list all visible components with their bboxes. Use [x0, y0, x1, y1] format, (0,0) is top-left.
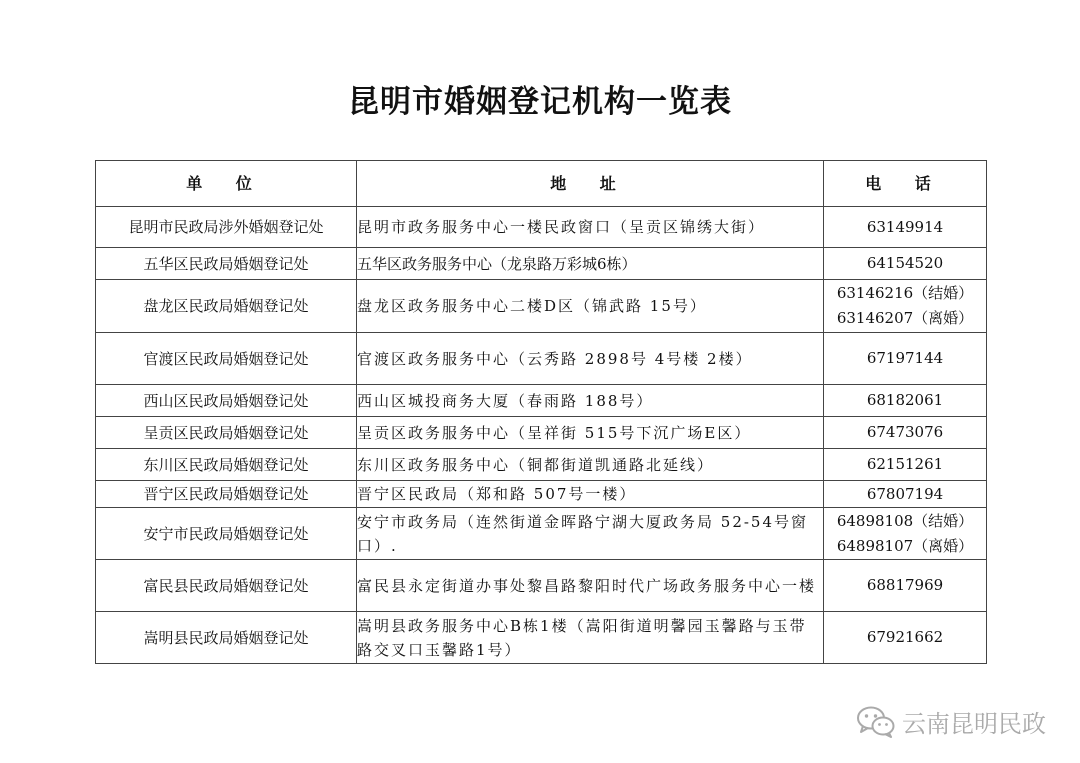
page-title: 昆明市婚姻登记机构一览表	[348, 84, 732, 120]
phone-number: 62151261	[866, 455, 944, 473]
phone-number-divorce: 63146207（离婚）	[836, 309, 974, 327]
header-unit: 单 位	[96, 161, 357, 207]
phone-number-divorce: 64898107（离婚）	[836, 536, 974, 555]
phone-cell	[824, 385, 987, 417]
address-cell: 五华区政务服务中心（龙泉路万彩城6栋）	[357, 248, 824, 280]
table-row	[96, 417, 987, 449]
phone-number-marriage: 64898108（结婚）	[836, 511, 974, 530]
address-cell: 晋宁区民政局（郑和路 507号一楼）	[357, 481, 824, 508]
phone-number: 67473076	[866, 423, 944, 441]
phone-number: 67921662	[866, 628, 944, 646]
table-row	[96, 560, 987, 612]
phone-number: 67197144	[866, 349, 944, 367]
phone-cell	[824, 207, 987, 248]
table-row	[96, 612, 987, 664]
table-row	[96, 280, 987, 333]
address-cell: 昆明市政务服务中心一楼民政窗口（呈贡区锦绣大街）	[357, 207, 824, 248]
unit-cell: 嵩明县民政局婚姻登记处	[96, 612, 357, 664]
address-cell: 东川区政务服务中心（铜都街道凯通路北延线）	[357, 449, 824, 481]
phone-cell	[824, 560, 987, 612]
table-row	[96, 248, 987, 280]
phone-number-marriage: 63146216（结婚）	[836, 284, 974, 302]
header-phone: 电 话	[824, 161, 987, 207]
address-cell: 西山区城投商务大厦（春雨路 188号）	[357, 385, 824, 417]
address-cell: 安宁市政务局（连然街道金晖路宁湖大厦政务局 52-54号窗口）.	[357, 508, 824, 560]
table-row	[96, 508, 987, 560]
unit-cell: 晋宁区民政局婚姻登记处	[96, 481, 357, 508]
watermark	[856, 704, 1046, 739]
table-row	[96, 449, 987, 481]
phone-cell	[824, 248, 987, 280]
registry-table	[95, 160, 987, 664]
unit-cell: 官渡区民政局婚姻登记处	[96, 333, 357, 385]
table-row	[96, 481, 987, 508]
unit-cell: 呈贡区民政局婚姻登记处	[96, 417, 357, 449]
phone-cell	[824, 280, 987, 333]
address-cell: 呈贡区政务服务中心（呈祥街 515号下沉广场E区）	[357, 417, 824, 449]
table-row	[96, 207, 987, 248]
table-row	[96, 385, 987, 417]
address-cell: 嵩明县政务服务中心B栋1楼（嵩阳街道明馨园玉馨路与玉带路交叉口玉馨路1号）	[357, 612, 824, 664]
unit-cell: 安宁市民政局婚姻登记处	[96, 508, 357, 560]
unit-cell: 昆明市民政局涉外婚姻登记处	[96, 207, 357, 248]
address-cell: 官渡区政务服务中心（云秀路 2898号 4号楼 2楼）	[357, 333, 824, 385]
phone-cell	[824, 449, 987, 481]
phone-number: 63149914	[866, 217, 944, 236]
phone-cell	[824, 333, 987, 385]
phone-cell	[824, 481, 987, 508]
table-row	[96, 333, 987, 385]
phone-number: 68817969	[866, 576, 944, 594]
unit-cell: 西山区民政局婚姻登记处	[96, 385, 357, 417]
watermark-text: 云南昆明民政	[902, 710, 1046, 738]
wechat-icon	[856, 705, 896, 739]
table-header-row	[96, 161, 987, 207]
phone-number: 68182061	[866, 391, 944, 409]
unit-cell: 五华区民政局婚姻登记处	[96, 248, 357, 280]
phone-number: 64154520	[866, 254, 944, 272]
unit-cell: 盘龙区民政局婚姻登记处	[96, 280, 357, 333]
unit-cell: 富民县民政局婚姻登记处	[96, 560, 357, 612]
address-cell: 富民县永定街道办事处黎昌路黎阳时代广场政务服务中心一楼	[357, 560, 824, 612]
phone-cell	[824, 508, 987, 560]
header-address: 地 址	[357, 161, 824, 207]
phone-cell	[824, 417, 987, 449]
unit-cell: 东川区民政局婚姻登记处	[96, 449, 357, 481]
phone-cell	[824, 612, 987, 664]
phone-number: 67807194	[866, 484, 944, 503]
address-cell: 盘龙区政务服务中心二楼D区（锦武路 15号）	[357, 280, 824, 333]
